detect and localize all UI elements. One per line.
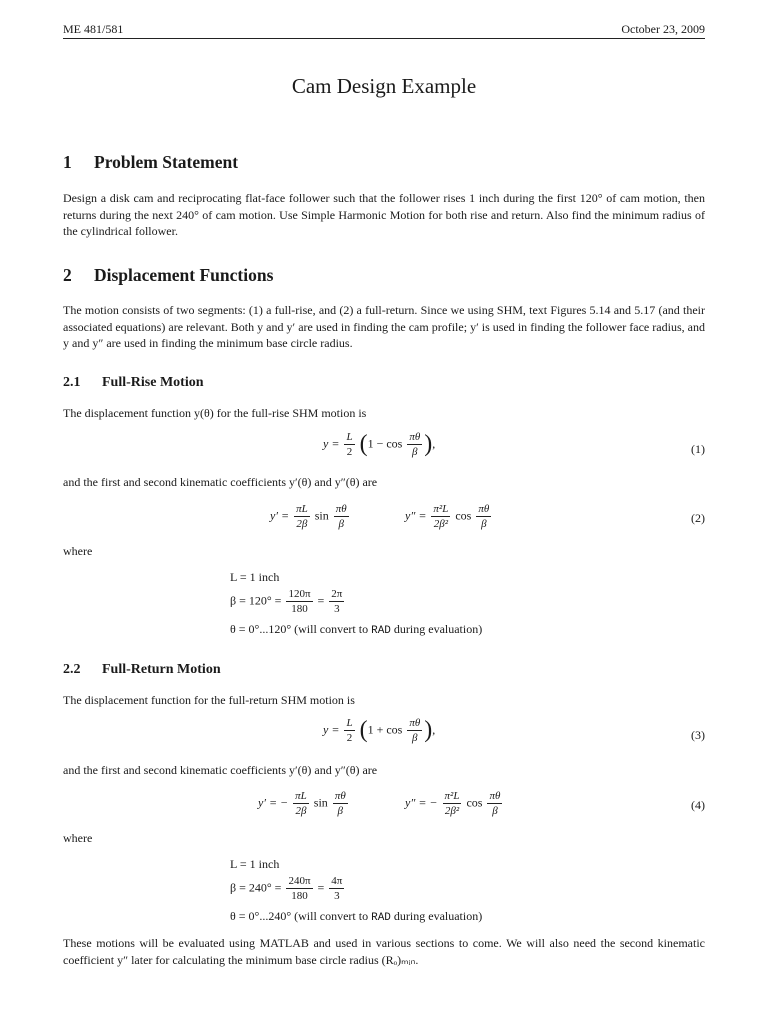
fraction: $\frac{\pi\theta}{\beta}$ [409,431,421,458]
def-beta: β = 120° = $\frac{120\pi}{180}$ = $\frac{2\pi}{3}$ [230,588,343,615]
section-title: Problem Statement [94,152,239,172]
def-L: L = 1 inch [230,570,280,584]
equation-number-2: (2) [691,511,705,525]
section-title: Displacement Functions [94,265,274,285]
date-label: October 23, 2009 [621,22,705,36]
equation-2b: y″ = $\frac{\text{π²L}}{\text{2β²}}$ cos $\frac{\pi\theta}{\beta}$ [405,503,490,530]
closing-paragraph: These motions will be evaluated using MATLAB and used in various sections to come. We will also need the second kinematic coefficient y″ later for calculating the minimum base circle radius (Rₒ)ₘᵢₙ. [63,936,705,967]
fraction: $\frac{L}{2}$ [346,431,353,458]
course-label: ME 481/581 [63,22,124,36]
section-heading-2 [63,265,273,286]
problem-paragraph: Design a disk cam and reciprocating flat-face follower such that the follower rises 1 inch during the first 120° of cam motion, then returns during the next 240° of cam motion. Use Simple Harmonic Motion for both rise and return. Also find the minimum radius of the cylindrical follower. [63,191,705,238]
subsection-title: Full-Rise Motion [102,375,204,390]
eq-lhs: y = [323,436,340,451]
section-heading-1 [63,152,238,173]
equation-4a: y′ = − $\frac{\pi L}{2\beta}$ sin $\frac{\pi\theta}{\beta}$ [258,790,346,817]
fraction: $\frac{\pi L}{2\beta}$ [296,503,308,530]
subsection-number: 2.1 [63,375,81,390]
return-intro-text: The displacement function for the full-return SHM motion is [63,693,355,707]
where-text-1: where [63,544,93,558]
fraction: $\frac{\pi\theta}{\beta}$ [478,503,490,530]
document-title: Cam Design Example [291,74,477,98]
def-theta: θ = 0°...120° (will convert to RAD during evaluation) [230,622,483,637]
rise-kinematic-text: and the first and second kinematic coefficients y′(θ) and y″(θ) are [63,475,378,489]
equation-2a: y′ = $\frac{\pi L}{2\beta}$ sin $\frac{\pi\theta}{\beta}$ [270,503,347,530]
subsection-number: 2.2 [63,662,81,677]
section-number: 2 [63,265,72,285]
running-header [63,20,705,39]
fraction: $\frac{\text{π²L}}{\text{2β²}}$ [433,503,449,530]
def-L: L = 1 inch [230,857,280,871]
def-theta: θ = 0°...240° (will convert to RAD during evaluation) [230,909,483,924]
equation-number-1: (1) [691,442,705,456]
subsection-heading-2-1 [63,375,204,391]
def-beta: β = 240° = $\frac{240\pi}{180}$ = $\frac{4\pi}{3}$ [230,875,343,902]
rise-intro-text: The displacement function y(θ) for the full-rise SHM motion is [63,406,367,420]
equation-1: y = $\frac{L}{2}$ (1 − cos $\frac{\pi\theta}{\beta}$ ), [323,431,436,458]
equation-number-4: (4) [691,798,705,812]
equation-3: y = $\frac{L}{2}$ (1 + cos $\frac{\pi\theta}{\beta}$ ), [323,717,436,744]
equation-4b: y″ = − $\frac{\text{π²L}}{\text{2β²}}$ cos $\frac{\pi\theta}{\beta}$ [405,790,501,817]
subsection-heading-2-2 [63,662,221,678]
return-kinematic-text: and the first and second kinematic coefficients y′(θ) and y″(θ) are [63,763,378,777]
subsection-title: Full-Return Motion [102,662,221,677]
fraction: $\frac{\pi\theta}{\beta}$ [335,503,347,530]
motion-paragraph: The motion consists of two segments: (1) a full-rise, and (2) a full-return. Since we using SHM, text Figures 5.14 and 5.17 (and their associated equations) are relevant. Both y and y′ are used in finding the cam profile; y′ is used in finding the follower face radius, and y and y″ are used in finding the minimum base circle radius. [63,303,705,350]
section-number: 1 [63,152,72,172]
where-text-2: where [63,831,93,845]
equation-number-3: (3) [691,728,705,742]
